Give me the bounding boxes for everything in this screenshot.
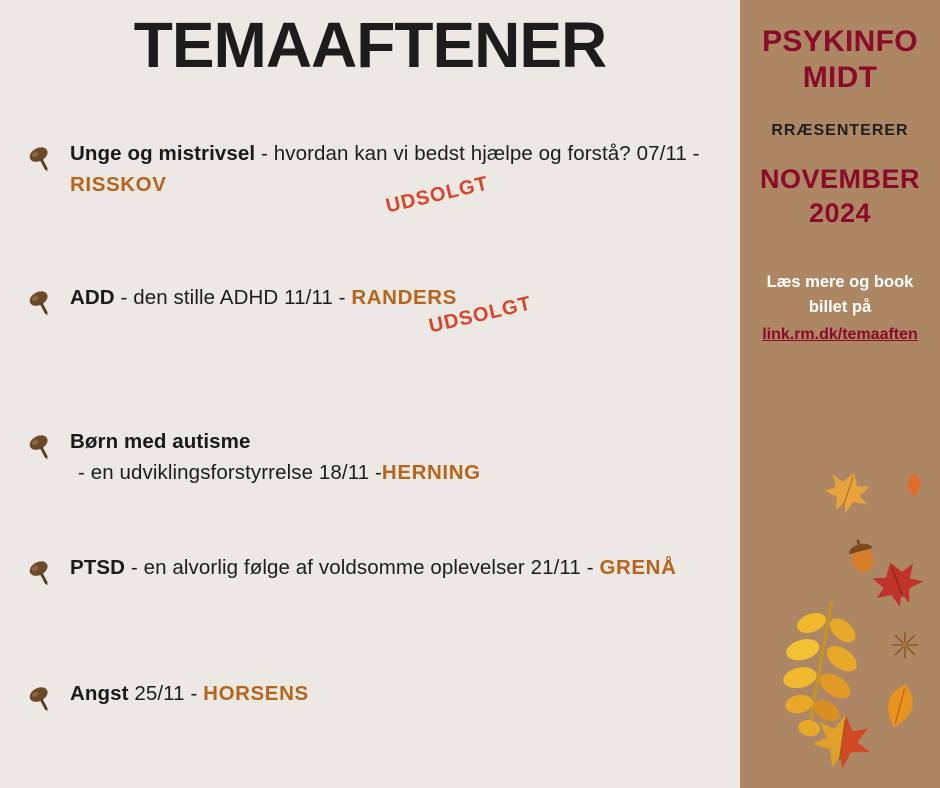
brand-line-2: MIDT bbox=[802, 61, 878, 94]
pushpin-icon bbox=[26, 432, 56, 462]
brand-line-1: PSYKINFO bbox=[762, 25, 918, 58]
maple-leaf-icon bbox=[822, 468, 874, 516]
seed-pod-icon bbox=[890, 630, 920, 660]
event-description: 25/11 - bbox=[128, 682, 204, 705]
page-title: TEMAAFTENER bbox=[133, 9, 607, 81]
list-item[interactable] bbox=[0, 138, 740, 218]
month-year bbox=[740, 162, 940, 230]
event-title: Børn med autisme bbox=[70, 430, 251, 453]
event-text bbox=[70, 282, 720, 313]
event-city: HERNING bbox=[381, 461, 481, 484]
event-description: - en udviklingsforstyrrelse 18/11 - bbox=[78, 461, 382, 484]
event-text bbox=[70, 426, 720, 488]
brand-title bbox=[740, 24, 940, 96]
presents-label: RRÆSENTERER bbox=[771, 122, 909, 139]
list-item[interactable] bbox=[0, 552, 740, 622]
pushpin-icon bbox=[26, 684, 56, 714]
event-title: Angst bbox=[70, 682, 129, 705]
event-text bbox=[70, 552, 720, 583]
orange-leaf-icon bbox=[878, 682, 922, 730]
small-leaf-icon bbox=[903, 472, 925, 498]
sidebar bbox=[740, 0, 940, 788]
event-text bbox=[70, 678, 720, 709]
event-city: RISSKOV bbox=[70, 173, 167, 196]
event-city: RANDERS bbox=[351, 286, 457, 309]
event-city: HORSENS bbox=[203, 682, 309, 705]
status-badge: UDSOLGT bbox=[383, 172, 491, 218]
list-item[interactable] bbox=[0, 426, 740, 496]
pushpin-icon bbox=[26, 558, 56, 588]
event-title: Unge og mistrivsel bbox=[70, 142, 256, 165]
event-list bbox=[0, 138, 740, 748]
booking-link[interactable]: link.rm.dk/temaaften bbox=[762, 326, 918, 343]
year-label: 2024 bbox=[808, 198, 872, 228]
pushpin-icon bbox=[26, 144, 56, 174]
event-city: GRENÅ bbox=[599, 556, 677, 579]
event-description: - en alvorlig følge af voldsomme oplevelser 21/11 - bbox=[125, 556, 600, 579]
event-title: ADD bbox=[70, 286, 115, 309]
pushpin-icon bbox=[26, 288, 56, 318]
booking-info bbox=[740, 270, 940, 347]
status-badge: UDSOLGT bbox=[426, 292, 534, 338]
red-maple-leaf-icon bbox=[870, 558, 926, 610]
event-text bbox=[70, 138, 720, 200]
event-description: - den stille ADHD 11/11 - bbox=[114, 286, 352, 309]
autumn-leaves-decoration bbox=[740, 440, 940, 788]
booking-line-1: Læs mere og book bbox=[766, 273, 914, 291]
event-description: - hvordan kan vi bedst hjælpe og forstå? 07/11 - bbox=[255, 142, 700, 165]
list-item[interactable] bbox=[0, 282, 740, 352]
month-label: NOVEMBER bbox=[759, 164, 920, 194]
mixed-maple-leaf-icon bbox=[810, 712, 874, 774]
event-title: PTSD bbox=[70, 556, 126, 579]
list-item[interactable] bbox=[0, 678, 740, 748]
booking-line-2: billet på bbox=[808, 298, 872, 316]
